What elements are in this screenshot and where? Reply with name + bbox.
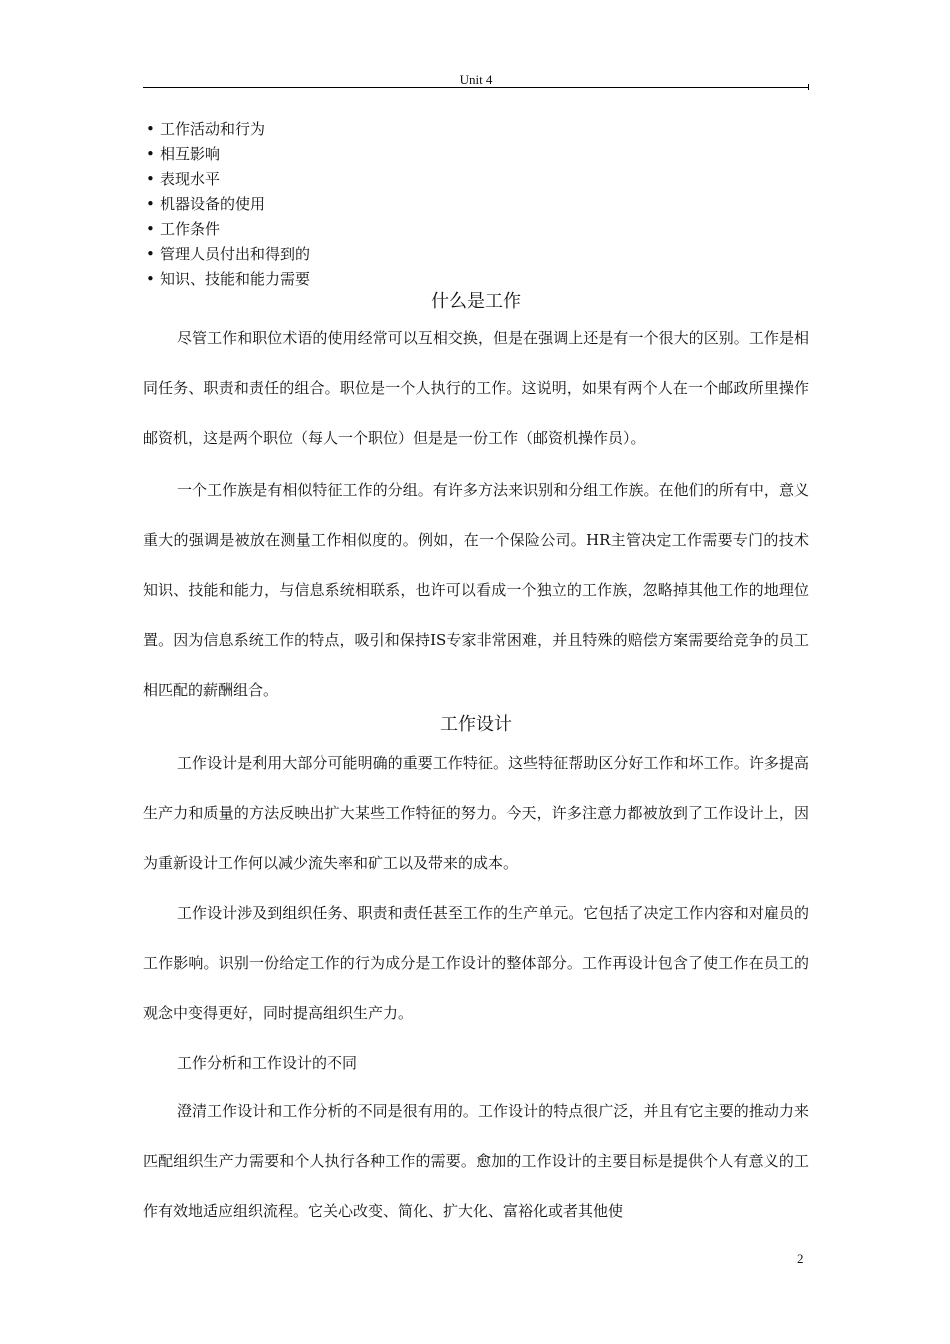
list-item: • 相互影响 (146, 142, 310, 167)
bullet-glyph: • (146, 120, 155, 138)
bullet-glyph: • (146, 245, 155, 263)
paragraph: 尽管工作和职位术语的使用经常可以互相交换，但是在强调上还是有一个很大的区别。工作是相同任务、职责和责任的组合。职位是一个人执行的工作。这说明，如果有两个人在一个邮政所里操作邮资机，这是两个职位（每人一个职位）但是是一份工作（邮资机操作员）。 (143, 329, 809, 447)
bullet-glyph: • (146, 170, 155, 188)
bullet-glyph: • (146, 220, 155, 238)
list-item: • 表现水平 (146, 167, 310, 192)
paragraph: 澄清工作设计和工作分析的不同是很有用的。工作设计的特点很广泛，并且有它主要的推动力来匹配组织生产力需要和个人执行各种工作的需要。愈加的工作设计的主要目标是提供个人有意义的工作有效地适应组织流程。它关心改变、简化、扩大化、富裕化或者其他使 (143, 1102, 809, 1220)
bullet-glyph: • (146, 195, 155, 213)
header-rule-tick (808, 84, 809, 90)
paragraph: 工作设计涉及到组织任务、职责和责任甚至工作的生产单元。它包括了决定工作内容和对雇员的工作影响。识别一份给定工作的行为成分是工作设计的整体部分。工作再设计包含了使工作在员工的观念中变得更好，同时提高组织生产力。 (143, 904, 809, 1022)
list-item: • 知识、技能和能力需要 (146, 267, 310, 292)
paragraph: 一个工作族是有相似特征工作的分组。有许多方法来识别和分组工作族。在他们的所有中，意义重大的强调是被放在测量工作相似度的。例如，在一个保险公司。HR主管决定工作需要专门的技术知识、技能和能力，与信息系统相联系，也许可以看成一个独立的工作族，忽略掉其他工作的地理位置。因为信息系统工作的特点，吸引和保持IS专家非常困难，并且特殊的赔偿方案需要给竞争的员工相匹配的薪酬组合。 (143, 481, 809, 699)
running-header: Unit 4 (459, 72, 493, 87)
list-item: • 管理人员付出和得到的 (146, 242, 310, 267)
bullet-glyph: • (146, 270, 155, 288)
list-item: • 工作活动和行为 (146, 117, 310, 142)
paragraph: 工作设计是利用大部分可能明确的重要工作特征。这些特征帮助区分好工作和坏工作。许多提高生产力和质量的方法反映出扩大某些工作特征的努力。今天，许多注意力都被放到了工作设计上，因为重新设计工作何以减少流失率和矿工以及带来的成本。 (143, 754, 809, 872)
page-number: 2 (797, 1251, 804, 1266)
subheading: 工作分析和工作设计的不同 (177, 1054, 358, 1072)
bullet-list (146, 117, 310, 292)
section-heading-what-is-job: 什么是工作 (431, 291, 521, 312)
list-item: • 机器设备的使用 (146, 192, 310, 217)
bullet-glyph: • (146, 145, 155, 163)
section-heading-job-design: 工作设计 (440, 714, 512, 735)
list-item: • 工作条件 (146, 217, 310, 242)
header-rule (143, 87, 809, 88)
